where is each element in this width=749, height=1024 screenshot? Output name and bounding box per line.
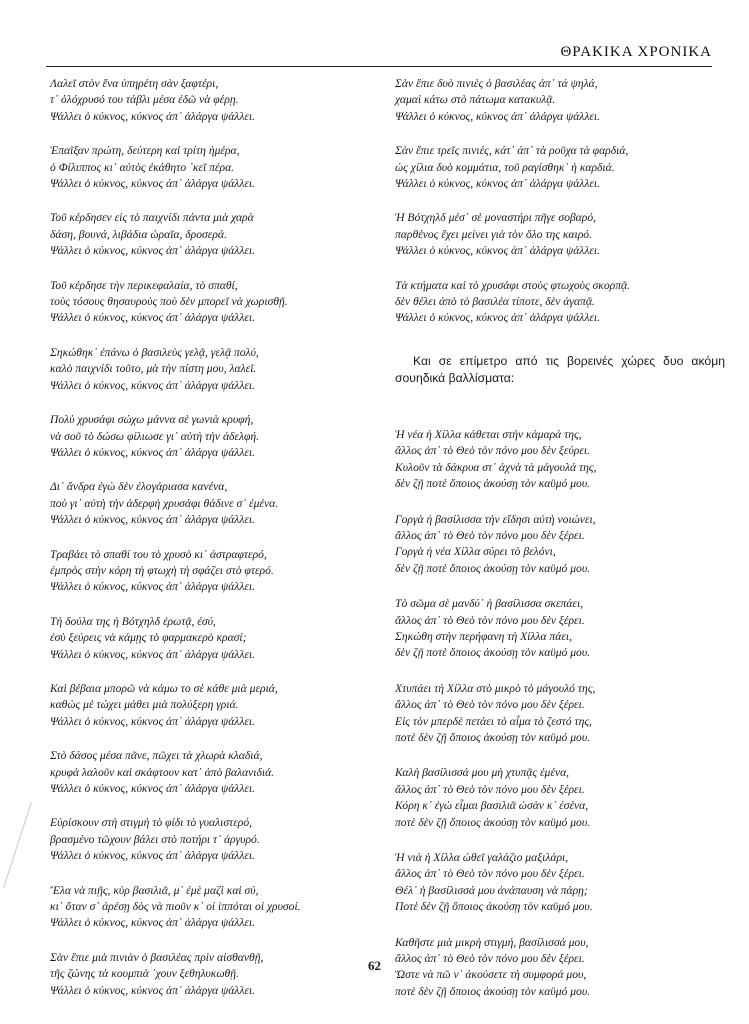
- verse-line: Ψάλλει ὁ κύκνος, κύκνος ἀπ᾽ ἀλάργα ψάλλει.: [50, 311, 256, 325]
- verse-line: καθὼς μὲ τώχει μάθει μιὰ πολύξερη γριά.: [50, 698, 239, 712]
- verse-line: ἄλλος ἀπ᾽ τὸ Θεὸ τὸν πόνο μου δὲν ξέρει.: [395, 782, 585, 796]
- verse-line: δὲν ζῇ ποτὲ ὅποιος ἀκούσῃ τὸν καϋμό μου.: [395, 561, 591, 575]
- verse-line: Θέλ᾽ ἡ βασίλισσά μου ἀνάπαυση νὰ πάρῃ;: [395, 883, 588, 897]
- verse-line: Ψάλλει ὁ κύκνος, κύκνος ἀπ᾽ ἀλάργα ψάλλει.: [50, 714, 256, 728]
- header-rule: [46, 66, 712, 67]
- verse-line: Ψάλλει ὁ κύκνος, κύκνος ἀπ᾽ ἀλάργα ψάλλει.: [395, 109, 601, 123]
- verse-line: Ψάλλει ὁ κύκνος, κύκνος ἀπ᾽ ἀλάργα ψάλλει.: [50, 647, 256, 661]
- verse-line: τοὺς τόσους θησαυροὺς ποὺ δὲν μπορεῖ νὰ χωρισθῇ.: [50, 295, 288, 309]
- verse-line: Ψάλλει ὁ κύκνος, κύκνος ἀπ᾽ ἀλάργα ψάλλει.: [50, 445, 256, 459]
- verse-line: Ἡ Βότχηλδ μέσ᾽ σὲ μοναστήρι πῆγε σοβαρό,: [395, 211, 597, 225]
- verse-line: Ψάλλει ὁ κύκνος, κύκνος ἀπ᾽ ἀλάργα ψάλλει.: [395, 311, 601, 325]
- verse-line: Ψάλλει ὁ κύκνος, κύκνος ἀπ᾽ ἀλάργα ψάλλει.: [395, 177, 601, 191]
- page-number: 62: [368, 958, 381, 973]
- verse-line: Ψάλλει ὁ κύκνος, κύκνος ἀπ᾽ ἀλάργα ψάλλει.: [50, 244, 256, 258]
- verse-line: ποὺ γι᾽ αὐτὴ τὴν ἀδερφὴ χρυσάφι θάδινε σ᾽ ἐμένα.: [50, 496, 279, 510]
- verse-line: Τραβάει τὸ σπαθί του τὸ χρυσὸ κι᾽ ἀστραφτερό,: [50, 547, 267, 561]
- stanza: [50, 210, 380, 259]
- verse-line: Λαλεῖ στὸν ἕνα ὑπηρέτη σὰν ξαφτέρι,: [50, 77, 219, 90]
- verse-line: Καλὴ βασίλισσά μου μὴ χτυπᾷς ἐμένα,: [395, 766, 570, 780]
- verse-line: ἄλλος ἀπ᾽ τὸ Θεὸ τὸν πόνο μου δὲν ξέρει.: [395, 952, 585, 966]
- stanza: [50, 76, 380, 125]
- verse-line: ἄλλος ἀπ᾽ τὸ Θεὸ τὸν πόνο μου δὲν ξέρει.: [395, 528, 585, 542]
- right-column: [395, 76, 725, 1019]
- verse-line: ποτὲ δὲν ζῇ ὅποιος ἀκούσῃ τὸν καϋμό μου.: [395, 730, 591, 744]
- stanza: [50, 883, 380, 932]
- verse-line: Τοῦ κέρδησε τὴν περικεφαλαία, τὸ σπαθί,: [50, 278, 238, 292]
- verse-line: χαμαὶ κάτω στὸ πάτωμα κατακυλᾷ.: [395, 93, 556, 107]
- stanza: [50, 815, 380, 864]
- verse-line: ἐσὺ ξεύρεις νὰ κάμῃς τὸ φαρμακερὸ κρασί;: [50, 631, 247, 645]
- verse-line: νὰ σοῦ τὸ δώσω φίλιωσε γι᾽ αὐτὴ τὴν ἀδελφή.: [50, 429, 260, 443]
- verse-line: δάση, βουνά, λιβάδια ὡραῖα, δροσερά.: [50, 227, 227, 241]
- verse-line: Καθῆστε μιὰ μικρὴ στιγμή, βασίλισσά μου,: [395, 935, 589, 949]
- verse-line: Ψάλλει ὁ κύκνος, κύκνος ἀπ᾽ ἀλάργα ψάλλει.: [50, 983, 256, 997]
- verse-line: Ποτὲ δὲν ζῇ ὅποιος ἀκούσῃ τὸν καϋμό μου.: [395, 900, 593, 914]
- verse-line: Ἡ νιὰ ἡ Χίλλα ὠθεῖ γαλάζιο μαξιλάρι,: [395, 851, 569, 864]
- stanza: [395, 850, 725, 916]
- left-column: [50, 76, 380, 1017]
- verse-line: ἄλλος ἀπ᾽ τὸ Θεὸ τὸν πόνο μου δὲν ξέρει.: [395, 867, 585, 881]
- verse-line: Ψάλλει ὁ κύκνος, κύκνος ἀπ᾽ ἀλάργα ψάλλει.: [50, 580, 256, 594]
- verse-line: Τὰ κτήματα καὶ τὸ χρυσάφι στοὺς φτωχοὺς σκορπᾷ.: [395, 278, 630, 292]
- verse-line: Δι᾽ ἄνδρα ἐγὼ δὲν ἐλογάριασα κανένα,: [50, 480, 228, 494]
- verse-line: Χτυπάει τὴ Χίλλα στὸ μικρὸ τὸ μάγουλό της,: [395, 681, 596, 695]
- stanza: [50, 748, 380, 797]
- verse-line: Ψάλλει ὁ κύκνος, κύκνος ἀπ᾽ ἀλάργα ψάλλει.: [50, 109, 256, 123]
- verse-line: βρασμένο τῶχουν βάλει στὸ ποτήρι τ᾽ ἀργυρό.: [50, 832, 260, 846]
- stanza: [50, 681, 380, 730]
- verse-line: τῆς ζώνης τὰ κουμπιὰ ᾽χουν ξεθηλυκωθῇ.: [50, 967, 239, 981]
- right-stanzas-top: [395, 76, 725, 327]
- verse-line: Γοργὰ ἡ νέα Χίλλα σύρει τὸ βελόνι,: [395, 545, 556, 559]
- verse-line: Ὥστε νὰ πῶ ν᾽ ἀκούσετε τὴ συμφορά μου,: [395, 968, 587, 982]
- verse-line: ποτὲ δὲν ζῇ ὅποιος ἀκούσῃ τὸν καϋμό μου.: [395, 984, 591, 998]
- verse-line: Ἡ νέα ἡ Χίλλα κάθεται στὴν κάμαρά της,: [395, 427, 582, 441]
- verse-line: Ψάλλει ὁ κύκνος, κύκνος ἀπ᾽ ἀλάργα ψάλλει.: [50, 177, 256, 191]
- stanza: [395, 765, 725, 831]
- stanza: [50, 479, 380, 528]
- pencil-mark: [3, 802, 32, 888]
- verse-line: ἄλλος ἀπ᾽ τὸ Θεὸ τὸν πόνο μου δὲν ξεύρει.: [395, 444, 591, 458]
- verse-line: Τὴ δούλα της ἡ Βότχηλδ ἐρωτᾷ, ἐσύ,: [50, 614, 216, 628]
- stanza: [395, 210, 725, 259]
- verse-line: Γοργὰ ἡ βασίλισσα τὴν εἴδησι αὐτὴ νοιώνει,: [395, 512, 596, 526]
- verse-line: Εἰς τὸν μπερδὲ πετάει τὸ αἷμα τὸ ζεστό της,: [395, 714, 592, 728]
- verse-line: Ἔλα νὰ πιῇς, κὺρ βασιλιᾶ, μ᾽ ἐμὲ μαζὶ καὶ σύ,: [50, 883, 259, 897]
- verse-line: Τὸ σῶμα σὲ μανδύ᾽ ἡ βασίλισσα σκεπάει,: [395, 597, 584, 611]
- verse-line: Σὰν ἔπιε τρεῖς πινιές, κάτ᾽ ἀπ᾽ τὰ ροῦχα τὰ φαρδιά,: [395, 144, 629, 158]
- stanza: [50, 278, 380, 327]
- verse-line: Ψάλλει ὁ κύκνος, κύκνος ἀπ᾽ ἀλάργα ψάλλει.: [50, 849, 256, 863]
- verse-line: παρθένος ἔχει μείνει γιὰ τὸν ὅλο της καιρό.: [395, 227, 592, 241]
- stanza: [395, 596, 725, 662]
- stanza: [50, 547, 380, 596]
- verse-line: ποτὲ δὲν ζῇ ὅποιος ἀκούσῃ τὸν καϋμό μου.: [395, 815, 591, 829]
- verse-line: κι᾽ ὅταν σ᾽ ἀρέσῃ δὸς νὰ πιοῦν κ᾽ οἱ ἱππόται οἱ χρυσοί.: [50, 900, 301, 914]
- stanza: [395, 512, 725, 578]
- verse-line: Κυλοῦν τὰ δάκρυα στ᾽ ἀχνὰ τὰ μάγουλά της,: [395, 460, 597, 474]
- stanza: [50, 143, 380, 192]
- verse-line: Σὰν ἔπιε μιὰ πινιὰν ὁ βασιλέας πρὶν αἰσθανθῇ,: [50, 950, 264, 964]
- stanza: [395, 278, 725, 327]
- verse-line: Καὶ βέβαια μπορῶ νὰ κάμω το σὲ κάθε μιὰ μεριά,: [50, 681, 278, 695]
- verse-line: Στὸ δάσος μέσα πᾶνε, πῶχει τὰ χλωρὰ κλαδιά,: [50, 749, 263, 763]
- intro-paragraph: Και σε επίμετρο από τις βορεινές χώρες δυο ακόμη σουηδικά βαλλίσματα:: [395, 353, 725, 385]
- verse-line: Ψάλλει ὁ κύκνος, κύκνος ἀπ᾽ ἀλάργα ψάλλει.: [50, 513, 256, 527]
- stanza: [395, 143, 725, 192]
- right-stanzas-bottom: [395, 427, 725, 1000]
- verse-line: ὁ Φίλιππος κι᾽ αὐτὸς ἐκάθητο ᾽κεῖ πέρα.: [50, 160, 235, 174]
- verse-line: Ψάλλει ὁ κύκνος, κύκνος ἀπ᾽ ἀλάργα ψάλλει.: [395, 244, 601, 258]
- stanza: [395, 681, 725, 747]
- verse-line: Ψάλλει ὁ κύκνος, κύκνος ἀπ᾽ ἀλάργα ψάλλει.: [50, 782, 256, 795]
- verse-line: ἄλλος ἀπ᾽ τὸ Θεὸ τὸν πόνο μου δὲν ξέρει.: [395, 613, 585, 627]
- verse-line: Σηκώθη στὴν περήφανη τὴ Χίλλα πάει,: [395, 629, 573, 643]
- verse-line: Κόρη κ᾽ ἐγὼ εἶμαι βασιλιᾶ ὡσὰν κ᾽ ἐσένα,: [395, 799, 589, 813]
- verse-line: Τοῦ κέρδησεν εἰς τὸ παιχνίδι πάντα μιὰ χαρὰ: [50, 211, 254, 225]
- verse-line: δὲν θέλει ἀπὸ τὸ βασιλέα τίποτε, δὲν ἀγαπᾷ.: [395, 295, 595, 309]
- verse-line: τ᾽ ὁλόχρυσό του τάβλι μέσα ἐδῶ νὰ φέρῃ.: [50, 93, 239, 107]
- verse-line: ὡς χίλια δυὸ κομμάτια, τοῦ ραγίσθηκ᾽ ἡ καρδιά.: [395, 160, 615, 174]
- verse-line: Ψάλλει ὁ κύκνος, κύκνος ἀπ᾽ ἀλάργα ψάλλει.: [50, 378, 256, 392]
- verse-line: δὲν ζῇ ποτὲ ὅποιος ἀκούσῃ τὸν καϋμό μου.: [395, 646, 591, 660]
- verse-line: Πολὺ χρυσάφι σώχω μάννα σὲ γωνιὰ κρυφή,: [50, 413, 254, 427]
- verse-line: Ἐπαῖξαν πρώτη, δεύτερη καὶ τρίτη ἡμέρα,: [50, 144, 240, 158]
- verse-line: ἄλλος ἀπ᾽ τὸ Θεὸ τὸν πόνο μου δὲν ξέρει.: [395, 698, 585, 712]
- verse-line: καλὸ παιχνίδι τοῦτο, μὰ τὴν πίστη μου, λαλεῖ.: [50, 362, 257, 376]
- verse-line: Σηκώθηκ᾽ ἐπάνω ὁ βασιλεὺς γελᾷ, γελᾷ πολύ,: [50, 345, 259, 359]
- running-header: ΘΡΑΚΙΚΑ ΧΡΟΝΙΚΑ: [560, 44, 712, 60]
- stanza: [50, 345, 380, 394]
- verse-line: Σὰν ἔπιε δυὸ πινιὲς ὁ βασιλέας ἀπ᾽ τά ψηλά,: [395, 77, 598, 90]
- stanza: [50, 614, 380, 663]
- verse-line: κρυφὰ λαλοῦν καὶ σκάφτουν κατ᾽ ἀπὸ βαλανιδιά.: [50, 765, 275, 779]
- stanza: [395, 427, 725, 493]
- verse-line: Εὑρίσκουν στὴ στιγμὴ τὸ φίδι τὸ γυαλιστερό,: [50, 816, 253, 830]
- verse-line: Ψάλλει ὁ κύκνος, κύκνος ἀπ᾽ ἀλάργα ψάλλει.: [50, 916, 256, 930]
- verse-line: δὲν ζῇ ποτὲ ὅποιος ἀκούσῃ τὸν καϋμό μου.: [395, 477, 591, 491]
- stanza: [395, 76, 725, 125]
- stanza: [50, 412, 380, 461]
- verse-line: ἐμπρὸς στὴν κόρη τὴ φτωχὴ τὴ σφάζει στὸ φτερό.: [50, 563, 274, 577]
